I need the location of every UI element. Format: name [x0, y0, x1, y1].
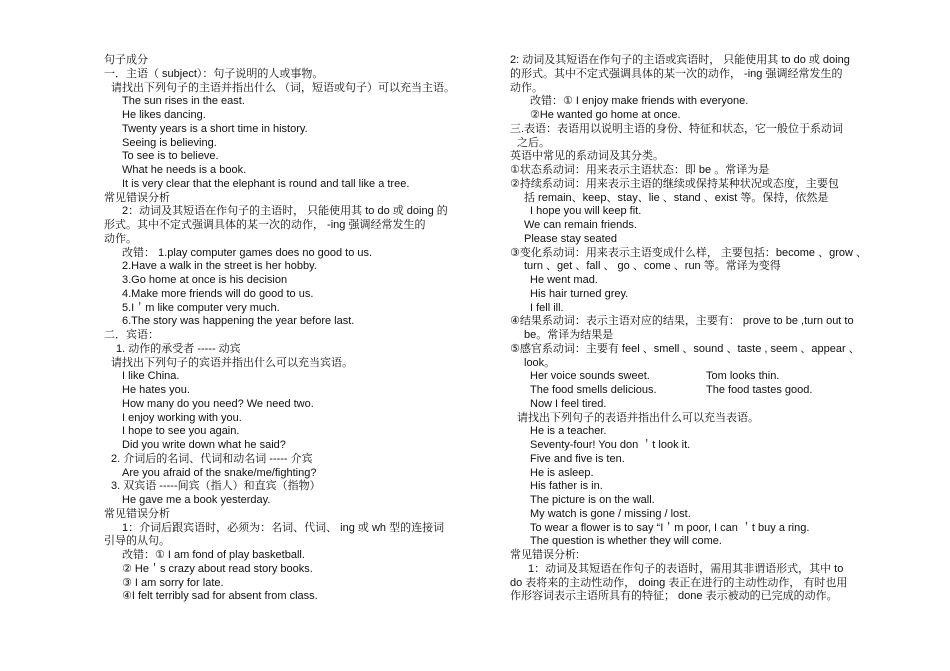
text-line: To wear a flower is to say “I＇m poor, I can ＇t buy a ring. [530, 521, 810, 534]
text-line: 三.表语：表语用以说明主语的身份、特征和状态，它一般位于系动词 [510, 122, 844, 135]
text-line: Five and five is ten. [530, 452, 625, 465]
text-line: 2. 介词后的名词、代词和动名词 ----- 介宾 [111, 452, 313, 465]
text-line: 改错： 1.play computer games does no good to us. [122, 246, 373, 259]
text-line: He went mad. [530, 274, 598, 286]
right-column [510, 54, 930, 604]
text-line: I enjoy working with you. [122, 411, 242, 424]
text-line: Twenty years is a short time in history. [122, 122, 308, 135]
text-line: The sun rises in the east. [122, 95, 245, 108]
sense-verb-examples [510, 370, 930, 398]
text-line: ③变化系动词：用来表示主语变成什么样， 主要包括：become 、grow 、 [510, 246, 868, 259]
text-line: I hope to see you again. [122, 425, 240, 438]
text-line: 1：介词后跟宾语时，必须为：名词、代词、 ing 或 wh 型的连接词 [122, 521, 445, 534]
text-line: Are you afraid of the snake/me/fighting? [122, 466, 317, 479]
text-line: He gave me a book yesterday. [122, 494, 271, 506]
example-sentence: Tom looks thin. [706, 370, 780, 383]
text-line: 英语中常见的系动词及其分类。 [510, 150, 664, 163]
left-column [104, 54, 492, 604]
text-line: be。常译为结果是 [524, 329, 614, 341]
text-line: 4.Make more friends will do good to us. [122, 287, 314, 300]
text-line: 二．宾语： [104, 329, 159, 341]
text-line: ②He wanted go home at once. [530, 109, 681, 121]
text-line: He hates you. [122, 384, 190, 396]
text-line: do 表将来的主动性动作， doing 表正在进行的主动性动作， 有时也用 [510, 576, 848, 589]
text-line: 3.Go home at once is his decision [122, 274, 288, 286]
text-line: 改错：① I am fond of play basketball. [122, 549, 305, 561]
text-line: ⑤感官系动词：主要有 feel 、smell 、sound 、taste , seem 、appear 、 [510, 342, 860, 355]
text-line: 1：动词及其短语在作句子的表语时，需用其非谓语形式，其中 to [528, 562, 844, 575]
text-line: 动作。 [104, 232, 137, 245]
text-line: Now I feel tired. [530, 397, 607, 410]
text-line: ②持续系动词：用来表示主语的继续或保持某种状况或态度，主要包 [510, 177, 839, 190]
text-line: 2：动词及其短语在作句子的主语时， 只能使用其 to do 或 doing 的 [122, 205, 448, 218]
text-line: 引导的从句。 [104, 535, 170, 548]
text-line: 请找出下列句子的宾语并指出什么可以充当宾语。 [111, 356, 353, 369]
right-column-part-1 [510, 54, 930, 370]
text-line: His father is in. [530, 480, 603, 493]
text-line: 括 remain、keep、stay、lie 、stand 、exist 等。保持，依然是 [524, 191, 829, 204]
text-line: What he needs is a book. [122, 164, 247, 176]
text-line: 1. 动作的承受者 ----- 动宾 [116, 342, 241, 355]
text-line: 形式。其中不定式强调具体的某一次的动作， -ing 强调经常发生的 [104, 219, 426, 231]
example-sentence: The food tastes good. [706, 384, 813, 396]
text-line: 6.The story was happening the year before last. [122, 315, 355, 328]
text-line: He is asleep. [530, 466, 594, 479]
text-line: 一．主语（ subject）：句子说明的人或事物。 [104, 67, 324, 80]
example-sentence: Her voice sounds sweet. [530, 370, 650, 383]
text-line: He is a teacher. [530, 425, 607, 438]
text-line: His hair turned grey. [530, 287, 629, 300]
text-line: The question is whether they will come. [530, 535, 722, 548]
text-line: I fell ill. [530, 301, 564, 314]
text-line: 改错：① I enjoy make friends with everyone. [530, 95, 749, 108]
example-pair-row [510, 370, 930, 384]
text-line: To see is to believe. [122, 150, 219, 163]
text-line: 的形式。其中不定式强调具体的某一次的动作， -ing 强调经常发生的 [510, 67, 843, 80]
text-line: Seeing is believing. [122, 136, 217, 149]
text-line: The picture is on the wall. [530, 494, 655, 506]
text-line: Please stay seated [524, 232, 617, 245]
text-line: ② He＇s crazy about read story books. [122, 562, 313, 575]
text-line: 动作。 [510, 81, 543, 94]
text-line: look。 [524, 356, 556, 369]
text-line: I hope you will keep fit. [530, 205, 642, 218]
text-line: 常见错误分析 [104, 507, 170, 520]
text-line: 请找出下列句子的主语并指出什么 （词，短语或句子）可以充当主语。 [111, 81, 456, 94]
text-line: 句子成分 [104, 54, 148, 66]
text-line: 之后。 [517, 136, 550, 149]
text-line: 常见错误分析: [510, 549, 580, 561]
text-line: Did you write down what he said? [122, 439, 286, 451]
text-line: It is very clear that the elephant is round and tall like a tree. [122, 177, 410, 190]
text-line: 5.I＇m like computer very much. [122, 301, 280, 314]
text-line: We can remain friends. [524, 219, 637, 231]
text-line: I like China. [122, 370, 180, 383]
text-line: He likes dancing. [122, 109, 206, 121]
text-line: My watch is gone / missing / lost. [530, 507, 691, 520]
text-line: How many do you need? We need two. [122, 397, 314, 410]
text-line: turn 、get 、fall 、 go 、come 、run 等。常译为变得 [524, 260, 781, 273]
text-line: 2.Have a walk in the street is her hobby. [122, 260, 317, 273]
text-line: ③ I am sorry for late. [122, 576, 224, 589]
text-line: ④结果系动词：表示主语对应的结果，主要有： prove to be ,turn out to [510, 315, 854, 328]
right-column-part-2 [510, 398, 930, 604]
text-line: 3. 双宾语 -----间宾（指人）和直宾（指物） [111, 480, 321, 493]
example-sentence: The food smells delicious. [530, 384, 657, 396]
text-line: Seventy-four! You don ＇t look it. [530, 439, 691, 451]
text-line: 作形容词表示主语所具有的特征； done 表示被动的已完成的动作。 [510, 590, 838, 603]
example-pair-row [510, 384, 930, 398]
text-line: 2: 动词及其短语在作句子的主语或宾语时， 只能使用其 to do 或 doing [510, 54, 850, 66]
text-line: 请找出下列句子的表语并指出什么可以充当表语。 [517, 411, 759, 424]
text-line: 常见错误分析 [104, 191, 170, 204]
text-line: ①状态系动词：用来表示主语状态：即 be 。常译为是 [510, 164, 770, 176]
text-line: ④I felt terribly sad for absent from class. [122, 590, 318, 603]
